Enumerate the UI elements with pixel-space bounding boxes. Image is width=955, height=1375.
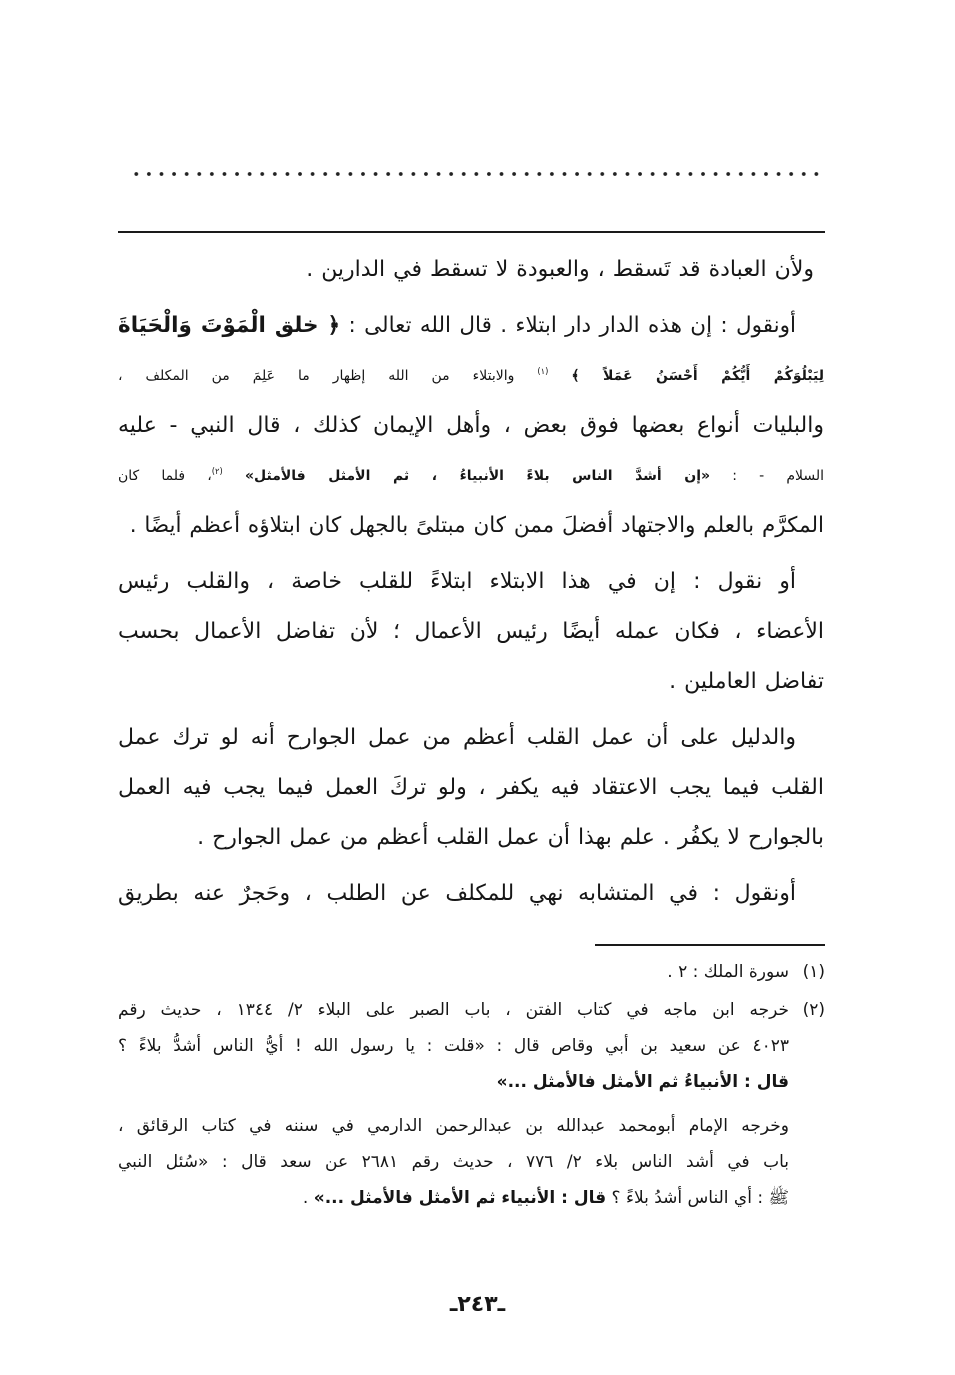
quran-verse: ﴿ خلق الْمَوْتَ وَالْحَيَاةَ	[118, 313, 341, 338]
body-line	[118, 451, 824, 501]
body-line: الأعضاء ، فكان عمله أيضًا رئيس الأعمال ؛ لأن تفاضل الأعمال بحسب	[118, 619, 824, 644]
footnote-line: وخرجه الإمام أبومحمد عبدالله بن عبدالرحمن الدارمي في سننه في كتاب الرقائق ،	[118, 1116, 789, 1136]
footnote-line	[118, 1180, 789, 1216]
footnote-ref: (١)	[537, 365, 549, 376]
footnote-text	[118, 992, 789, 1216]
hadith-quote: قال : الأنبياء ثم الأمثل فالأمثل ...»	[313, 1188, 607, 1208]
quran-verse: لِيَبْلُوَكُمْ أَيُّكُمْ أَحْسَنُ عَمَلاً ﴾	[571, 368, 824, 384]
body-line: بالجوارح لا يكفُر . علم بهذا أن عمل القلب أعظم من عمل الجوارح .	[197, 825, 824, 850]
text-run: أونقول : إن هذه الدار دار ابتلاء . قال الله تعالى :	[340, 313, 796, 338]
footnote-line: ٤٠٢٣ عن سعيد بن أبي وقاص قال : «قلت : يا رسول الله ! أيُّ الناس أشدُّ بلاءً ؟	[118, 1036, 789, 1056]
footnote-separator	[595, 944, 825, 946]
footnote-line: قال : الأنبياءُ ثم الأمثل فالأمثل ...»	[496, 1072, 789, 1092]
page-number: ـ٢٤٣ـ	[449, 1292, 506, 1317]
paragraph-3	[118, 557, 824, 707]
text-run: السلام - :	[710, 468, 824, 484]
text-run: والابتلاء من الله إظهار ما عَلِمَ من المكلف ،	[118, 368, 538, 384]
body-line: ولأن العبادة قد تَسقط ، والعبودة لا تسقط في الدارين .	[306, 257, 814, 282]
footnote-ref: (٢)	[211, 465, 223, 476]
body-line: المكرَّم بالعلم والاجتهاد أفضلَ ممن كان مبتلىً بالجهل كان ابتلاؤه أعظم أيضًا .	[129, 513, 824, 538]
body-line: أو نقول : إن في هذا الابتلاء ابتلاءً للقلب خاصة ، والقلب رئيس	[118, 569, 796, 594]
header-rule	[118, 231, 825, 233]
body-line: القلب فيما يجب الاعتقاد فيه يكفر ، ولو تركَ العمل فيما يجب فيه العمل	[118, 775, 824, 800]
paragraph-4	[118, 713, 824, 863]
footnote-text	[118, 954, 789, 990]
footnote-number: (١)	[802, 962, 825, 982]
body-line: والبليات أنواع بعضها فوق بعض ، وأهل الإيمان كذلك ، قال النبي - عليه	[118, 413, 824, 438]
main-text	[118, 245, 824, 919]
footnote-line: باب في أشد الناس بلاء ٢/ ٧٧٦ ، حديث رقم ٢٦٨١ عن سعد قال : «سُئل النبي	[118, 1152, 789, 1172]
body-line: والدليل على أن عمل القلب أعظم من عمل الجوارح أنه لو ترك عمل	[118, 725, 796, 750]
text-run	[548, 368, 571, 384]
footnote-1	[118, 954, 825, 990]
text-run: .	[302, 1188, 314, 1208]
footnote-number: (٢)	[802, 1000, 825, 1020]
paragraph-5	[118, 869, 824, 919]
text-run: ﷺ : أي الناس أشدُ بلاءً ؟	[606, 1188, 789, 1208]
body-line: أونقول : في المتشابه نهي للمكلف عن الطلب ، وحَجرٌ عنه بطريق	[118, 881, 796, 906]
body-line	[118, 351, 824, 401]
dotted-separator	[130, 170, 822, 178]
body-line: تفاضل العاملين .	[669, 669, 824, 694]
footnote-2	[118, 992, 825, 1216]
footnotes	[118, 954, 825, 1216]
paragraph-2	[118, 301, 824, 551]
footnote-line: خرجه ابن ماجه في كتاب الفتن ، باب الصبر على البلاء ٢/ ١٣٤٤ ، حديث رقم	[118, 1000, 789, 1020]
paragraph-1	[118, 245, 824, 295]
text-run	[223, 468, 245, 484]
body-line	[118, 301, 824, 351]
hadith-quote: «إن أشدَّ الناس بلاءً الأنبياءُ ، ثم الأمثل فالأمثل»	[244, 468, 711, 484]
text-run: ، فلما كان	[118, 468, 212, 484]
footnote-line: سورة الملك : ٢ .	[667, 962, 789, 982]
